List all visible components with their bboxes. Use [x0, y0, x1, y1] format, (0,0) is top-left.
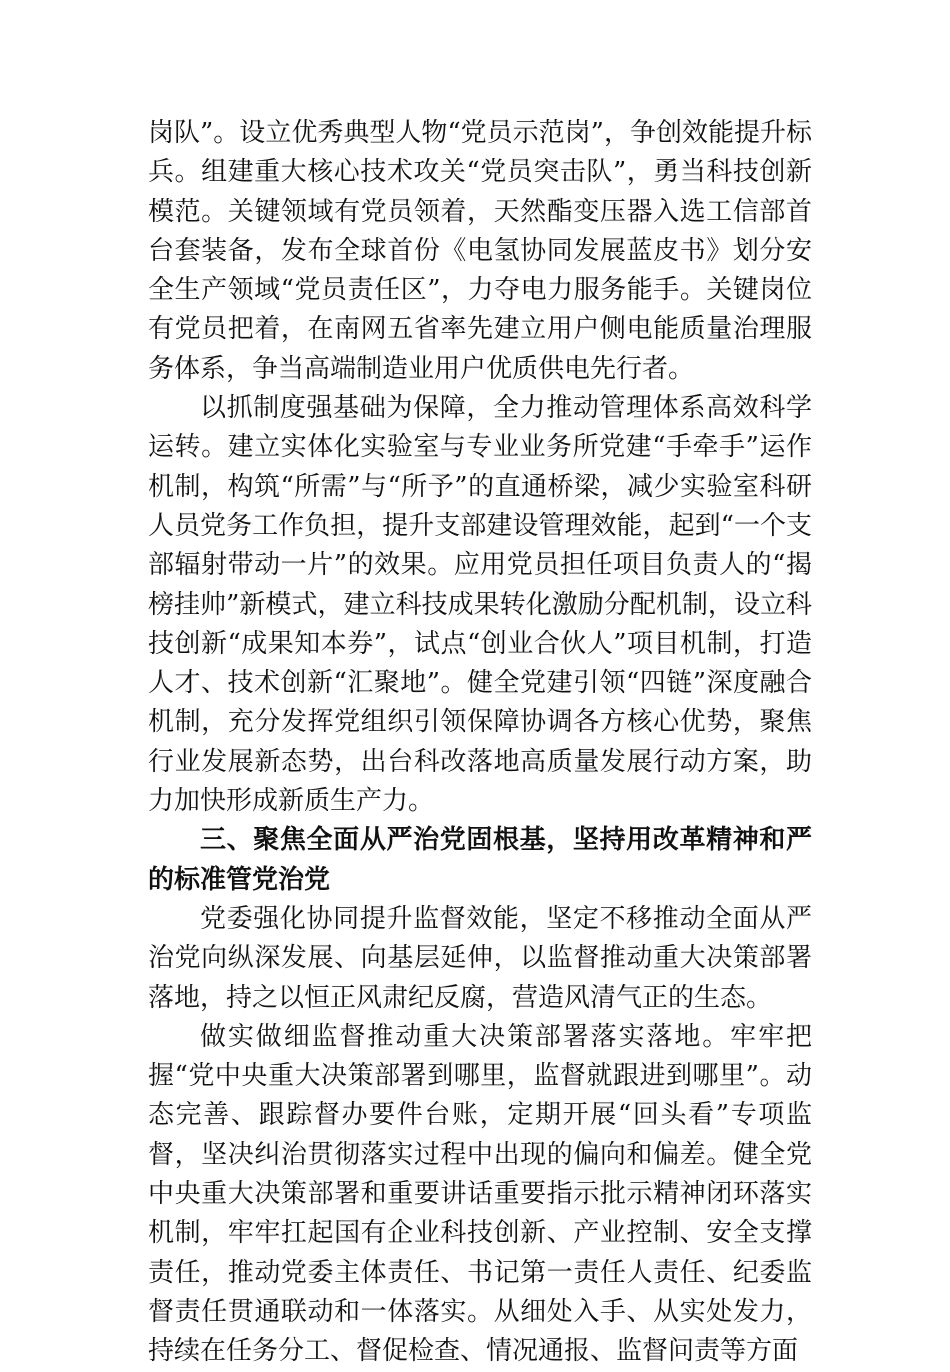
section-heading-three: 三、聚焦全面从严治党固根基，坚持用改革精神和严的标准管党治党 [148, 825, 812, 895]
paragraph-management-system: 以抓制度强基础为保障，全力推动管理体系高效科学运转。建立实体化实验室与专业业务所党建“手牵手”运作机制，构筑“所需”与“所予”的直通桥梁，减少实验室科研人员党务工作负担，提升支部建设管理效能，起到“一个支部辐射带动一片”的效果。应用党员担任项目负责人的“揭榜挂帅”新模式，建立科技成果转化激励分配机制，设立科技创新“成果知本券”，试点“创业合伙人”项目机制，打造人才、技术创新“汇聚地”。健全党建引领“四链”深度融合机制，充分发挥党组织引领保障协调各方核心优势，聚焦行业发展新态势，出台科改落地高质量发展行动方案，助力加快形成新质生产力。 [148, 393, 812, 817]
paragraph-continued: 岗队”。设立优秀典型人物“党员示范岗”，争创效能提升标兵。组建重大核心技术攻关“党员突击队”，勇当科技创新模范。关键领域有党员领着，天然酯变压器入选工信部首台套装备，发布全球首份《电氢协同发展蓝皮书》划分安全生产领域“党员责任区”，力夺电力服务能手。关键岗位有党员把着，在南网五省率先建立用户侧电能质量治理服务体系，争当高端制造业用户优质供电先行者。 [148, 118, 812, 384]
paragraph-decision-implementation: 做实做细监督推动重大决策部署落实落地。牢牢把握“党中央重大决策部署到哪里，监督就跟进到哪里”。动态完善、跟踪督办要件台账，定期开展“回头看”专项监督，坚决纠治贯彻落实过程中出现的偏向和偏差。健全党中央重大决策部署和重要讲话重要指示批示精神闭环落实机制，牢牢扛起国有企业科技创新、产业控制、安全支撑责任，推动党委主体责任、书记第一责任人责任、纪委监督责任贯通联动和一体落实。从细处入手、从实处发力，持续在任务分工、督促检查、情况通报、监督问责等方面 [148, 1021, 812, 1367]
paragraph-supervision-efficiency: 党委强化协同提升监督效能，坚定不移推动全面从严治党向纵深发展、向基层延伸，以监督推动重大决策部署落地，持之以恒正风肃纪反腐，营造风清气正的生态。 [148, 903, 812, 1013]
document-page [148, 114, 812, 1372]
